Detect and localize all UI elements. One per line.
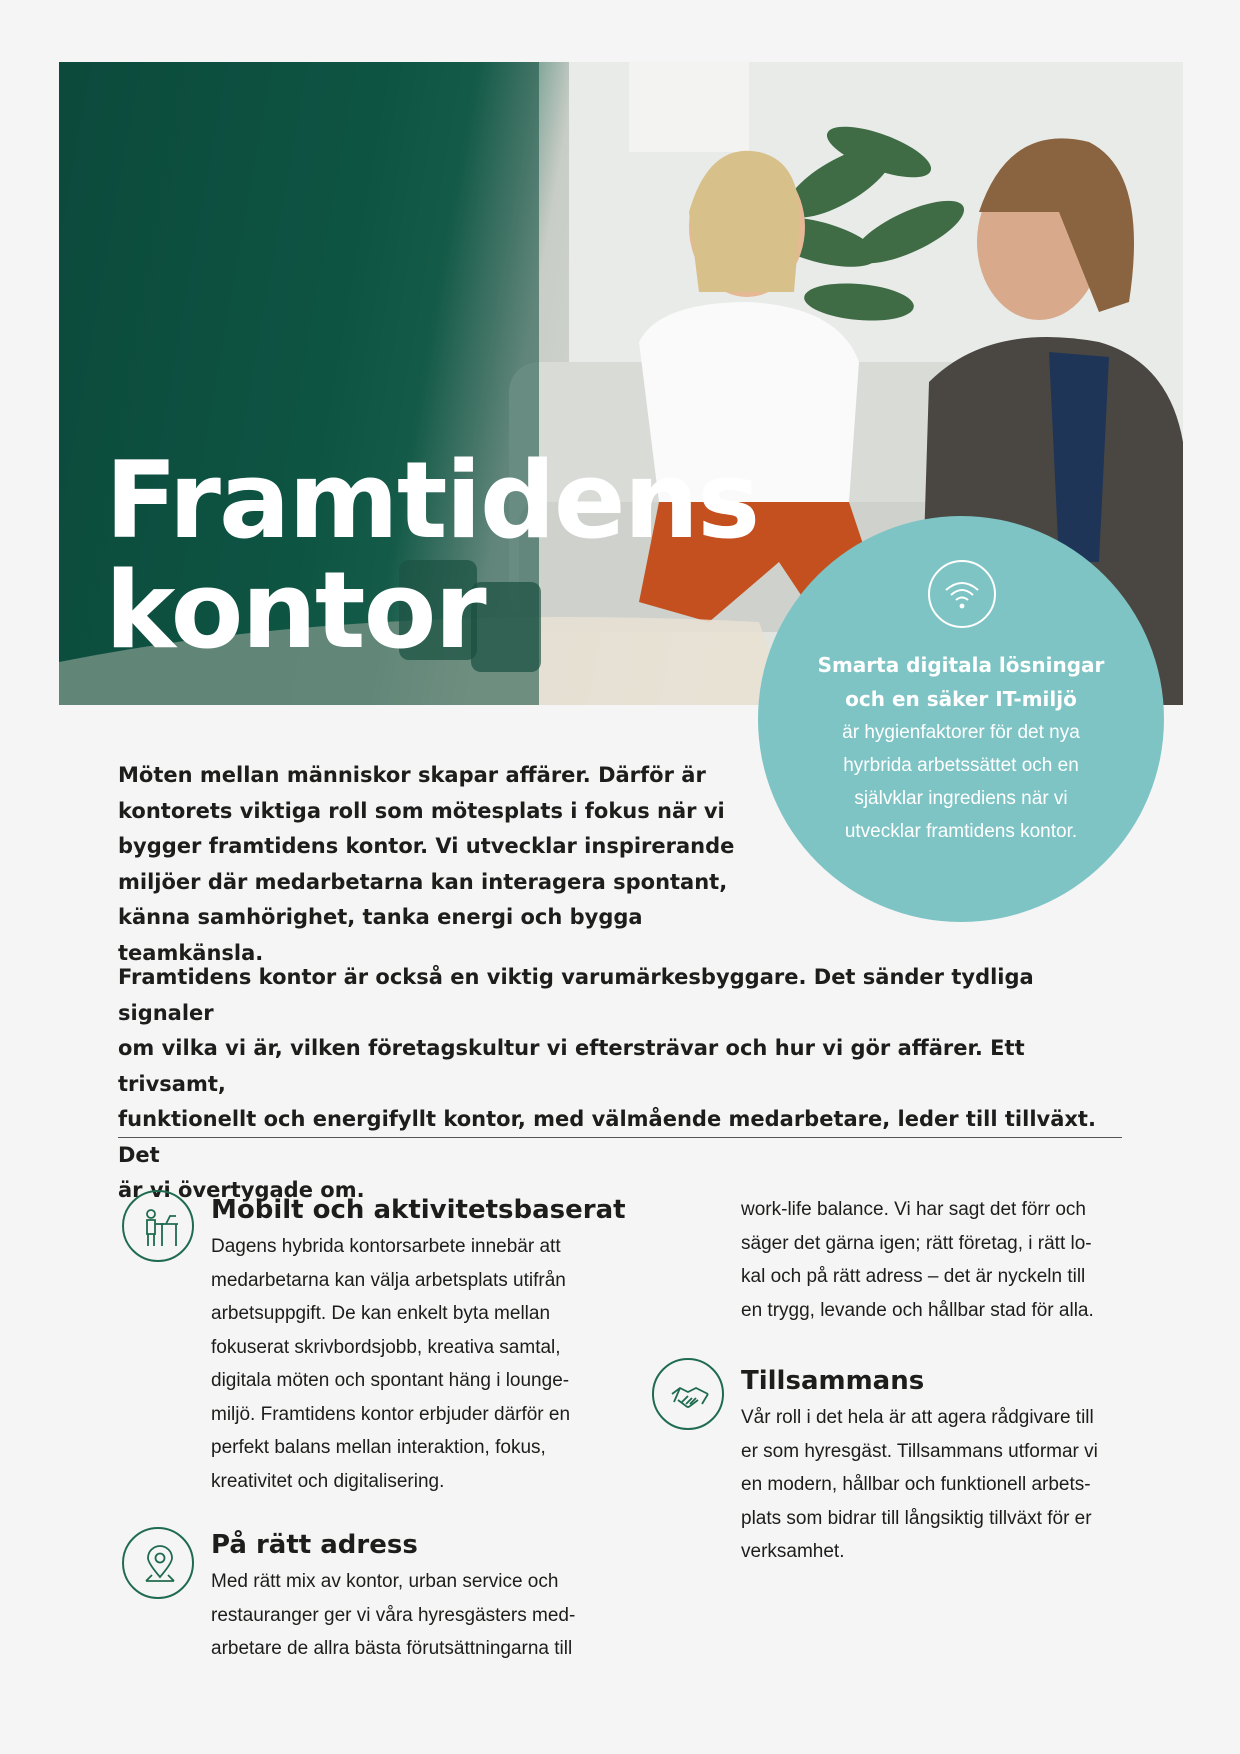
body-line: plats som bidrar till långsiktig tillväxt för er [741, 1507, 1092, 1529]
body-line: restauranger ger vi våra hyresgästers med- [211, 1604, 576, 1626]
bubble-lead-line: Smarta digitala lösningar [817, 653, 1105, 677]
section-title-mobilt: Mobilt och aktivitetsbaserat [211, 1195, 626, 1225]
bubble-body-line: självklar ingrediens när vi [854, 788, 1068, 809]
info-bubble [758, 516, 1164, 922]
body-line: digitala möten och spontant häng i lounge- [211, 1370, 570, 1391]
body-line: medarbetarna kan välja arbetsplats utifrån [211, 1269, 566, 1291]
body-line: er som hyresgäst. Tillsammans utformar vi [741, 1440, 1098, 1462]
hero-title-line1: Framtidens [105, 439, 759, 562]
intro-line: miljöer där medarbetarna kan interagera spontant, [118, 869, 728, 894]
hero-title [105, 439, 759, 672]
section-divider [118, 1137, 1122, 1138]
brand-line: funktionellt och energifyllt kontor, med välmående medarbetare, leder till tillväxt. Det [118, 1107, 1096, 1167]
handshake-icon [652, 1358, 724, 1430]
body-line: work-life balance. Vi har sagt det förr och [741, 1199, 1086, 1220]
body-line: säger det gärna igen; rätt företag, i rätt lo- [741, 1232, 1092, 1254]
body-line: arbetsuppgift. De kan enkelt byta mellan [211, 1303, 551, 1324]
location-pin-icon [122, 1527, 194, 1599]
body-line: perfekt balans mellan interaktion, fokus, [211, 1437, 546, 1458]
bubble-lead [798, 648, 1124, 716]
intro-line: bygger framtidens kontor. Vi utvecklar inspirerande [118, 834, 735, 858]
brand-line: är vi övertygade om. [118, 1178, 365, 1202]
brand-line: Framtidens kontor är också en viktig varumärkesbyggare. Det sänder tydliga signaler [118, 965, 1034, 1025]
intro-line: kontorets viktiga roll som mötesplats i fokus när vi [118, 798, 725, 823]
brand-paragraph [118, 960, 1108, 1209]
body-line: kreativitet och digitalisering. [211, 1470, 445, 1492]
section-body-mobilt [211, 1230, 631, 1498]
body-line: en modern, hållbar och funktionell arbets- [741, 1474, 1091, 1495]
section-body-tillsammans [741, 1401, 1141, 1569]
bubble-body-line: hyrbrida arbetssättet och en [843, 755, 1079, 776]
body-line: miljö. Framtidens kontor erbjuder därför en [211, 1403, 571, 1425]
section-body-adress-continued [741, 1193, 1141, 1327]
bubble-body [798, 716, 1124, 848]
body-line: en trygg, levande och hållbar stad för alla. [741, 1299, 1094, 1321]
intro-paragraph [118, 758, 768, 971]
wifi-icon [928, 560, 996, 628]
intro-line: känna samhörighet, tanka energi och bygga teamkänsla. [118, 905, 643, 965]
bubble-lead-line: och en säker IT-miljö [845, 687, 1077, 711]
section-body-adress [211, 1565, 631, 1666]
body-line: arbetare de allra bästa förutsättningarna till [211, 1638, 573, 1659]
body-line: kal och på rätt adress – det är nyckeln till [741, 1266, 1086, 1287]
brand-line: om vilka vi är, vilken företagskultur vi eftersträvar och hur vi gör affärer. Ett trivsamt, [118, 1036, 1025, 1096]
body-line: Dagens hybrida kontorsarbete innebär att [211, 1236, 561, 1257]
section-title-tillsammans: Tillsammans [741, 1366, 925, 1396]
hero-title-line2: kontor [105, 549, 485, 672]
body-line: Vår roll i det hela är att agera rådgivare till [741, 1407, 1094, 1428]
section-title-adress: På rätt adress [211, 1530, 418, 1560]
bubble-body-line: är hygienfaktorer för det nya [842, 722, 1080, 743]
intro-line: Möten mellan människor skapar affärer. Därför är [118, 763, 706, 787]
body-line: Med rätt mix av kontor, urban service och [211, 1571, 559, 1592]
standing-desk-icon [122, 1190, 194, 1262]
body-line: fokuserat skrivbordsjobb, kreativa samtal, [211, 1336, 561, 1358]
body-line: verksamhet. [741, 1541, 845, 1562]
bubble-body-line: utvecklar framtidens kontor. [844, 821, 1078, 842]
